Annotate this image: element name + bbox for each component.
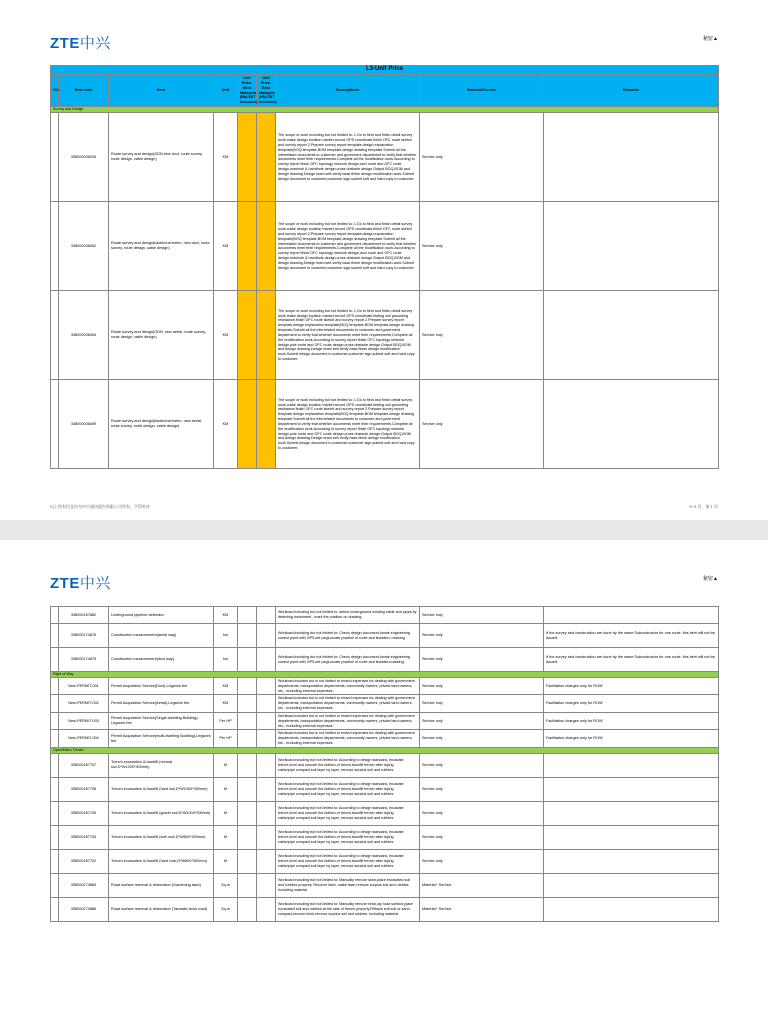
col-header: Unit bbox=[214, 74, 238, 107]
cell-no bbox=[51, 825, 59, 849]
cell-unit: M bbox=[214, 849, 238, 873]
cell-code: 338000036054 bbox=[59, 291, 109, 380]
cell-unit: KM bbox=[214, 607, 238, 624]
col-header: Descriptions bbox=[276, 74, 420, 107]
cell-remark bbox=[544, 777, 719, 801]
cell-price-west bbox=[238, 897, 257, 921]
cell-material: Material+ Service bbox=[420, 873, 544, 897]
cell-unit: M bbox=[214, 825, 238, 849]
cell-code: 338000187705 bbox=[59, 801, 109, 825]
cell-material: Service only bbox=[420, 849, 544, 873]
cell-code: 338000036062 bbox=[59, 202, 109, 291]
zte-logo: ZTE中兴 bbox=[50, 35, 111, 52]
cell-price-east bbox=[257, 624, 276, 648]
cell-remark: If the survey and construction are done by the same Subcontractor for one route, this item will not be issued. bbox=[544, 648, 719, 672]
cell-material: Material+ Service bbox=[420, 897, 544, 921]
cell-material: Service only bbox=[420, 380, 544, 469]
cell-item: Permit Acquisition Service(multi-dwelling Building)-Legwork fee bbox=[109, 730, 214, 747]
cell-item: Route survey and design(ODN,new duct, route survey, route design, cable design) bbox=[109, 113, 214, 202]
cell-remark bbox=[544, 607, 719, 624]
unit-price-table-continued bbox=[50, 606, 719, 922]
cell-item: Construction measurement(aerial way) bbox=[109, 624, 214, 648]
table-row bbox=[51, 897, 719, 921]
cell-code: 338000036089 bbox=[59, 380, 109, 469]
cell-no bbox=[51, 712, 59, 729]
cell-no bbox=[51, 695, 59, 712]
cell-price-west bbox=[238, 624, 257, 648]
cell-item: Trench excavation & backfill (gravel soil,D*W1000*300mm) bbox=[109, 801, 214, 825]
cell-remark bbox=[544, 873, 719, 897]
cell-price-west bbox=[238, 712, 257, 729]
table-row bbox=[51, 873, 719, 897]
zte-logo: ZTE中兴 bbox=[50, 575, 111, 592]
cell-desc: Workload including but not limited to: Check design document,locate engineering control point with GPS,set pegs,locate position of route and lineation,marking. bbox=[276, 648, 420, 672]
cell-remark bbox=[544, 380, 719, 469]
cell-price-east bbox=[257, 607, 276, 624]
cell-price-east bbox=[257, 897, 276, 921]
cell-item: Trench excavation & backfill (hard soil,D*W1000*300mm) bbox=[109, 777, 214, 801]
cell-unit: KM bbox=[214, 202, 238, 291]
cell-price-west bbox=[238, 777, 257, 801]
cell-unit: KM bbox=[214, 678, 238, 695]
cell-price-east bbox=[257, 380, 276, 469]
cell-desc: The scope of work including but not limited to: 1.Go to field and finish detail survey work,make design location marker,record GPS coordinate,finish OFC route sketch and survey report 2.Prepare survey report template,design explanation template(BOQ template,BOM template,design drawing template.Submit all the interrelated documents to customer and goverment department to verify that whether documents meet their requirements,Complete all the modification work.According to survey report finish OFC topology network design,duct route and OFC route design,manhole & handhole design,cross obstacle design.Output BOQ,BOM and design drawing.Design team self-verify base,finish design modification work.Submit design document to customer,customer sign,submit soft and hard copy to customer. bbox=[276, 202, 420, 291]
cell-code: 338000187702 bbox=[59, 849, 109, 873]
cell-price-east bbox=[257, 648, 276, 672]
cell-code: 338000174883 bbox=[59, 873, 109, 897]
cell-code: New-PERMIT-001 bbox=[59, 678, 109, 695]
cell-material: Service only bbox=[420, 695, 544, 712]
cell-item: Route survey and design(backbone/metro, new duct, route survey, route design, cable design) bbox=[109, 202, 214, 291]
cell-code: 338000187707 bbox=[59, 753, 109, 777]
cell-price-west bbox=[238, 202, 257, 291]
cell-desc: Workload including but not limited to: According to design standard, excavate trench,level and smooth the bottom of trench,backfill trench after laying cable/pipe,compact soil layer by layer, remove surplus soil and rubbles. bbox=[276, 849, 420, 873]
cell-desc: Workload including but not limited to: detect underground existing cable and pipes by detecting instrument , mark the position on drawing bbox=[276, 607, 420, 624]
cell-unit: Sq.m bbox=[214, 873, 238, 897]
cell-material: Service only bbox=[420, 801, 544, 825]
cell-material: Service only bbox=[420, 753, 544, 777]
cell-price-west bbox=[238, 753, 257, 777]
cell-material: Service only bbox=[420, 712, 544, 729]
table-title: L3-Unit Price bbox=[51, 66, 719, 75]
cell-no bbox=[51, 624, 59, 648]
cell-desc: The scope of work including but not limited to: 1.Go to field and finish detail survey work,make design location marker,record GPS coordinate,testing soil grounding resistance,finish OFC route sketch and survey report 2.Prepare survey report template,design explanation template(BOQ template,BOM template,design drawing template.Submit all the interrelated documents to customer and goverment department to verify that whether documents meet their requirements,Complete all the modification work.According to survey report finish OFC topology network design,pole route and OFC route design,cross obstacle design.Output BOQ,BOM and design drawing.Design team self-verify base,finish design modification work.Submit design document to customer,customer sign,submit soft and hard copy to customer. bbox=[276, 380, 420, 469]
secret-label: 秘密▲ bbox=[703, 576, 718, 582]
cell-unit: KM bbox=[214, 113, 238, 202]
cell-no bbox=[51, 897, 59, 921]
cell-material: Service only bbox=[420, 624, 544, 648]
cell-remark: Facilitation charges only for ROW bbox=[544, 730, 719, 747]
cell-unit: km bbox=[214, 624, 238, 648]
cell-remark bbox=[544, 801, 719, 825]
cell-price-east bbox=[257, 712, 276, 729]
cell-remark: Facilitation charges only for ROW bbox=[544, 712, 719, 729]
section-label: Survey and Design bbox=[51, 107, 719, 113]
cell-price-east bbox=[257, 753, 276, 777]
cell-code: 338000174876 bbox=[59, 624, 109, 648]
cell-price-west bbox=[238, 695, 257, 712]
table-row bbox=[51, 624, 719, 648]
cell-code: 338000174879 bbox=[59, 648, 109, 672]
cell-material: Service only bbox=[420, 202, 544, 291]
table-title-row bbox=[51, 66, 719, 75]
unit-price-table bbox=[50, 65, 719, 469]
cell-price-east bbox=[257, 777, 276, 801]
cell-code: 338000036026 bbox=[59, 113, 109, 202]
cell-remark bbox=[544, 825, 719, 849]
cell-price-west bbox=[238, 291, 257, 380]
cell-price-east bbox=[257, 730, 276, 747]
cell-no bbox=[51, 777, 59, 801]
cell-desc: Workload including but not limited to: According to design standard, excavate trench,level and smooth the bottom of trench,backfill trench after laying cable/pipe,compact soil layer by layer, remove surplus soil and rubbles. bbox=[276, 753, 420, 777]
cell-desc: Workload including but not limited to: According to design standard, excavate trench,level and smooth the bottom of trench,backfill trench after laying cable/pipe,compact soil layer by layer, remove surplus soil and rubbles. bbox=[276, 801, 420, 825]
cell-price-west bbox=[238, 648, 257, 672]
cell-price-west bbox=[238, 678, 257, 695]
cell-item: Trench excavation & backfill (soft rock,D*W800*300mm) bbox=[109, 825, 214, 849]
cell-material: Service only bbox=[420, 648, 544, 672]
cell-price-west bbox=[238, 113, 257, 202]
cell-remark bbox=[544, 753, 719, 777]
table-row bbox=[51, 202, 719, 291]
table-row bbox=[51, 730, 719, 747]
cell-item: Construction measurement(duct way) bbox=[109, 648, 214, 672]
cell-desc: Workload includes but is not limited to errand expenses for dealing with government departments, transportation departments, community owners, private land owners, etc., excluding external expenses. bbox=[276, 678, 420, 695]
cell-remark bbox=[544, 113, 719, 202]
cell-price-east bbox=[257, 801, 276, 825]
cell-no bbox=[51, 607, 59, 624]
cell-remark bbox=[544, 291, 719, 380]
cell-remark: Facilitation charges only for ROW bbox=[544, 678, 719, 695]
cell-desc: Workload includes but is not limited to errand expenses for dealing with government departments, transportation departments, community owners, private land owners, etc., excluding external expenses. bbox=[276, 730, 420, 747]
table-row bbox=[51, 825, 719, 849]
cell-material: Service only bbox=[420, 113, 544, 202]
cell-price-east bbox=[257, 678, 276, 695]
cell-desc: Workload including but not limited to: According to design standard, excavate trench,level and smooth the bottom of trench,backfill trench after laying cable/pipe,compact soil layer by layer, remove surplus soil and rubbles. bbox=[276, 777, 420, 801]
cell-price-east bbox=[257, 849, 276, 873]
cell-item: Route survey and design(ODN, new aerial, route survey, route design, cable design) bbox=[109, 291, 214, 380]
cell-price-west bbox=[238, 380, 257, 469]
cell-code: 338000174886 bbox=[59, 897, 109, 921]
col-header: New code bbox=[59, 74, 109, 107]
cell-code: 338000187703 bbox=[59, 825, 109, 849]
footer-page-number: H H 页，第 1 页 bbox=[689, 504, 718, 509]
cell-unit: M bbox=[214, 753, 238, 777]
cell-price-east bbox=[257, 202, 276, 291]
cell-desc: Workload including but not limited to: Manually remove lawn,place excavated soil and rubbles properly. Recover lawn, make lawn remove surplus soil and rubbles. Including material. bbox=[276, 873, 420, 897]
cell-unit: Per HP bbox=[214, 730, 238, 747]
cell-price-east bbox=[257, 695, 276, 712]
table-row bbox=[51, 777, 719, 801]
table-header-row bbox=[51, 74, 719, 107]
cell-item: Permit Acquisition Service(Single-dwelling Building)-Legwork fee bbox=[109, 712, 214, 729]
cell-price-west bbox=[238, 873, 257, 897]
cell-unit: KM bbox=[214, 695, 238, 712]
cell-unit: km bbox=[214, 648, 238, 672]
cell-code: New-PERMIT-002 bbox=[59, 695, 109, 712]
cell-no bbox=[51, 753, 59, 777]
cell-unit: M bbox=[214, 801, 238, 825]
cell-desc: The scope of work including but not limited to: 1.Go to field and finish detail survey work,make design location marker,record GPS coordinate,testing soil grounding resistance,finish OFC route sketch and survey report 2.Prepare survey report template,design explanation template(BOQ template,BOM template,design drawing template.Submit all the interrelated documents to customer and goverment department to verify that whether documents meet their requirements,Complete all the modification work.According to survey report finish OFC topology network design,pole route and OFC route design,cross obstacle design.Output BOQ,BOM and design drawing.Design team self-verify base,finish design modification work.Submit design document to customer,customer sign,submit soft and hard copy to customer. bbox=[276, 291, 420, 380]
cell-unit: Per HP bbox=[214, 712, 238, 729]
table-row bbox=[51, 849, 719, 873]
cell-unit: M bbox=[214, 777, 238, 801]
cell-material: Service only bbox=[420, 678, 544, 695]
cell-material: Service only bbox=[420, 730, 544, 747]
cell-item: Permit Acquisition Service(Aerial)-Legwork fee bbox=[109, 695, 214, 712]
cell-price-west bbox=[238, 825, 257, 849]
section-label: Right of Way bbox=[51, 672, 719, 678]
cell-unit: KM bbox=[214, 380, 238, 469]
cell-price-west bbox=[238, 801, 257, 825]
cell-no bbox=[51, 648, 59, 672]
cell-code: New-PERMIT-004 bbox=[59, 730, 109, 747]
cell-material: Service only bbox=[420, 607, 544, 624]
cell-unit: Sq.m bbox=[214, 897, 238, 921]
cell-no bbox=[51, 849, 59, 873]
col-header: Remarks bbox=[544, 74, 719, 107]
footer-confidential: 以上所有信息均为中兴通讯股份有限公司所有，不得外传 bbox=[50, 504, 150, 509]
cell-remark bbox=[544, 202, 719, 291]
col-header: Material/Service bbox=[420, 74, 544, 107]
cell-price-east bbox=[257, 825, 276, 849]
cell-code: New-PERMIT-003 bbox=[59, 712, 109, 729]
table-row bbox=[51, 648, 719, 672]
cell-unit: KM bbox=[214, 291, 238, 380]
cell-remark bbox=[544, 849, 719, 873]
table-row bbox=[51, 695, 719, 712]
cell-item: Underground pipeline detection bbox=[109, 607, 214, 624]
cell-price-east bbox=[257, 873, 276, 897]
table-row bbox=[51, 712, 719, 729]
table-row bbox=[51, 291, 719, 380]
cell-price-west bbox=[238, 730, 257, 747]
cell-item: Trench excavation & backfill (hard rock,D*W800*300mm) bbox=[109, 849, 214, 873]
cell-item: Permit Acquisition Service(Duct)-Legwork fee bbox=[109, 678, 214, 695]
cell-item: Road surface removal & restoration (Tarcastic brick road) bbox=[109, 897, 214, 921]
cell-no bbox=[51, 873, 59, 897]
cell-desc: Workload including but not limited to: According to design standard, excavate trench,level and smooth the bottom of trench,backfill trench after laying cable/pipe,compact soil layer by layer, remove surplus soil and rubbles. bbox=[276, 825, 420, 849]
col-header: Unit Price-East Malaysia (RM,SST inclusive) bbox=[257, 74, 276, 107]
cell-material: Service only bbox=[420, 291, 544, 380]
cell-code: 338000187882 bbox=[59, 607, 109, 624]
col-header: Unit Price-West Malaysia (RM,SST inclusive) bbox=[238, 74, 257, 107]
col-header: NO. bbox=[51, 74, 59, 107]
table-row bbox=[51, 678, 719, 695]
cell-no bbox=[51, 678, 59, 695]
cell-price-east bbox=[257, 291, 276, 380]
cell-desc: Workload including but not limited to: Check design document,locate engineering control point with GPS,set pegs,locate position of route and lineation, marking. bbox=[276, 624, 420, 648]
cell-material: Service only bbox=[420, 777, 544, 801]
cell-material: Service only bbox=[420, 825, 544, 849]
cell-remark: Facilitation charges only for ROW bbox=[544, 695, 719, 712]
cell-remark bbox=[544, 897, 719, 921]
table-row bbox=[51, 753, 719, 777]
cell-desc: Workload including but not limited to: Manually remove brick,lay road surface,place excavated soil and rubbles at the side of trench properly.Fillback soft soil or sand, compact,recover brick,remove surplus soil and rubbles. Including material. bbox=[276, 897, 420, 921]
cell-price-west bbox=[238, 607, 257, 624]
secret-label: 秘密▲ bbox=[703, 36, 718, 42]
cell-item: Trench excavation & backfill (normal soil,D*W1200*300mm) bbox=[109, 753, 214, 777]
cell-item: Road surface removal & restoration (Gardening lawn) bbox=[109, 873, 214, 897]
cell-code: 338000187706 bbox=[59, 777, 109, 801]
table-row bbox=[51, 607, 719, 624]
cell-price-east bbox=[257, 113, 276, 202]
cell-desc: The scope of work including but not limited to: 1.Go to field and finish detail survey work,make design location marker,record GPS coordinate,finish OFC route sketch and survey report 2.Prepare survey report template,design explanation template(BOQ template,BOM template,design drawing template.Submit all the interrelated documents to customer and goverment department to verify that whether documents meet their requirements,Complete all the modification work.According to survey report finish OFC topology network design,duct route and OFC route design,manhole & handhole design,cross obstacle design.Output BOQ,BOM and design drawing.Design team self-verify base,finish design modification work.Submit design document to customer,customer sign,submit soft and hard copy to customer. bbox=[276, 113, 420, 202]
cell-item: Route survey and design(backbone/metro, new aerial, route survey, route design, cable design) bbox=[109, 380, 214, 469]
table-row bbox=[51, 801, 719, 825]
section-label: Open/Micro Trench bbox=[51, 747, 719, 753]
table-row bbox=[51, 380, 719, 469]
table-row bbox=[51, 113, 719, 202]
cell-desc: Workload includes but is not limited to errand expenses for dealing with government departments, transportation departments, community owners, private land owners, etc., excluding external expenses. bbox=[276, 695, 420, 712]
cell-price-west bbox=[238, 849, 257, 873]
cell-remark: If the survey and construction are done by the same Subcontractor for one route, this item will not be issued. bbox=[544, 624, 719, 648]
cell-desc: Workload includes but is not limited to errand expenses for dealing with government departments, transportation departments, community owners, private land owners, etc., excluding external expenses. bbox=[276, 712, 420, 729]
cell-no bbox=[51, 801, 59, 825]
cell-no bbox=[51, 730, 59, 747]
col-header: Item bbox=[109, 74, 214, 107]
